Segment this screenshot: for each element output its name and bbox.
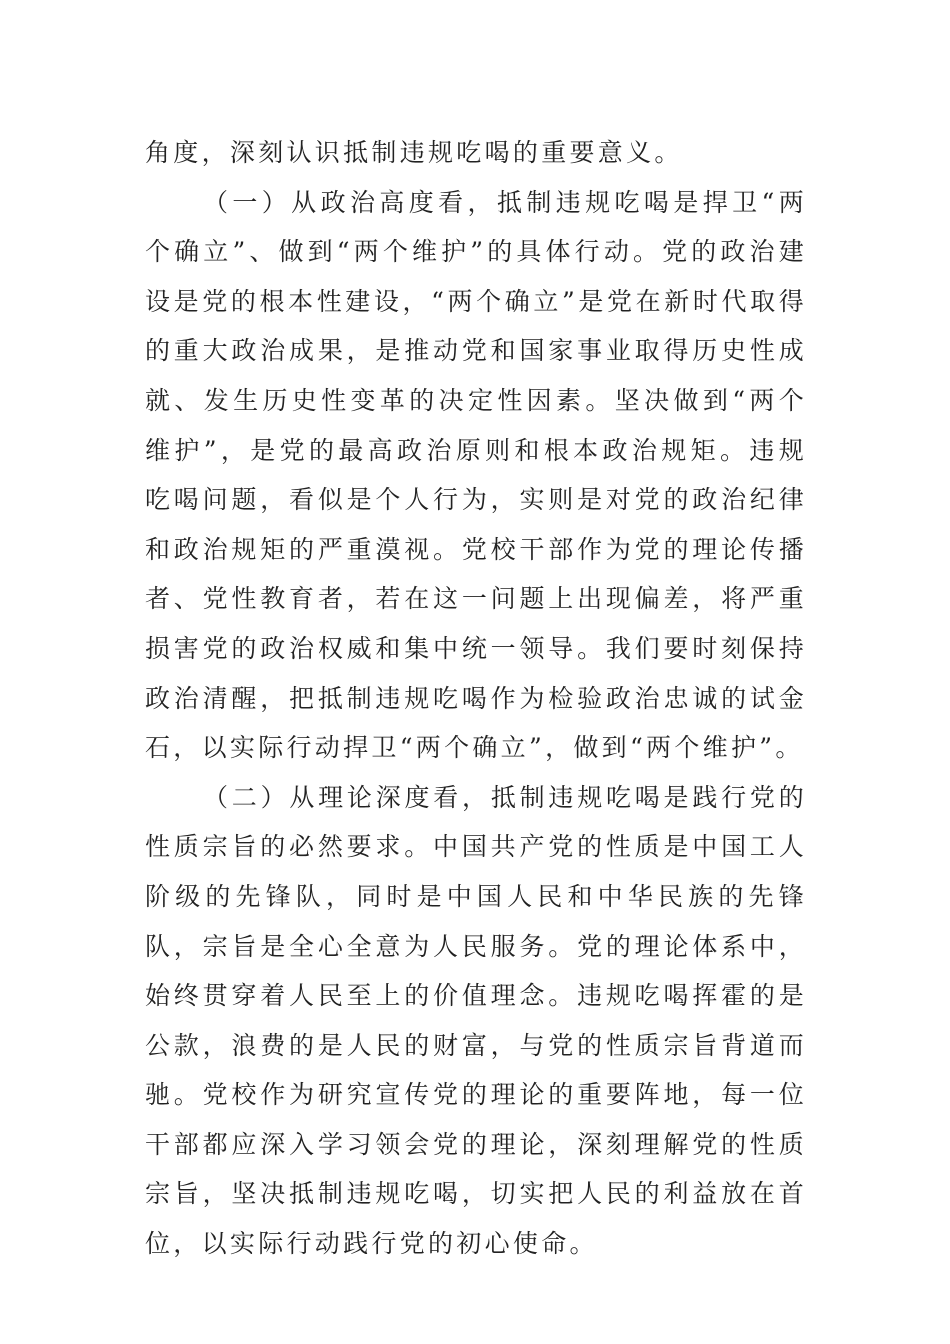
paragraph-theoretical-depth: （二）从理论深度看，抵制违规吃喝是践行党的性质宗旨的必然要求。中国共产党的性质是中国工人阶级的先锋队，同时是中国人民和中华民族的先锋队，宗旨是全心全意为人民服务。党的理论体系中，始终贯穿着人民至上的价值理念。违规吃喝挥霍的是公款，浪费的是人民的财富，与党的性质宗旨背道而驰。党校作为研究宣传党的理论的重要阵地，每一位干部都应深入学习领会党的理论，深刻理解党的性质宗旨，坚决抵制违规吃喝，切实把人民的利益放在首位，以实际行动践行党的初心使命。 — [145, 782, 807, 1259]
paragraph-political-height: （一）从政治高度看，抵制违规吃喝是捍卫“两个确立”、做到“两个维护”的具体行动。党的政治建设是党的根本性建设，“两个确立”是党在新时代取得的重大政治成果，是推动党和国家事业取得历史性成就、发生历史性变革的决定性因素。坚决做到“两个维护”，是党的最高政治原则和根本政治规矩。违规吃喝问题，看似是个人行为，实则是对党的政治纪律和政治规矩的严重漠视。党校干部作为党的理论传播者、党性教育者，若在这一问题上出现偏差，将严重损害党的政治权威和集中统一领导。我们要时刻保持政治清醒，把抵制违规吃喝作为检验政治忠诚的试金石，以实际行动捍卫“两个确立”，做到“两个维护”。 — [145, 187, 807, 763]
body-text — [145, 128, 807, 1269]
paragraph-continuation: 角度，深刻认识抵制违规吃喝的重要意义。 — [145, 138, 683, 167]
